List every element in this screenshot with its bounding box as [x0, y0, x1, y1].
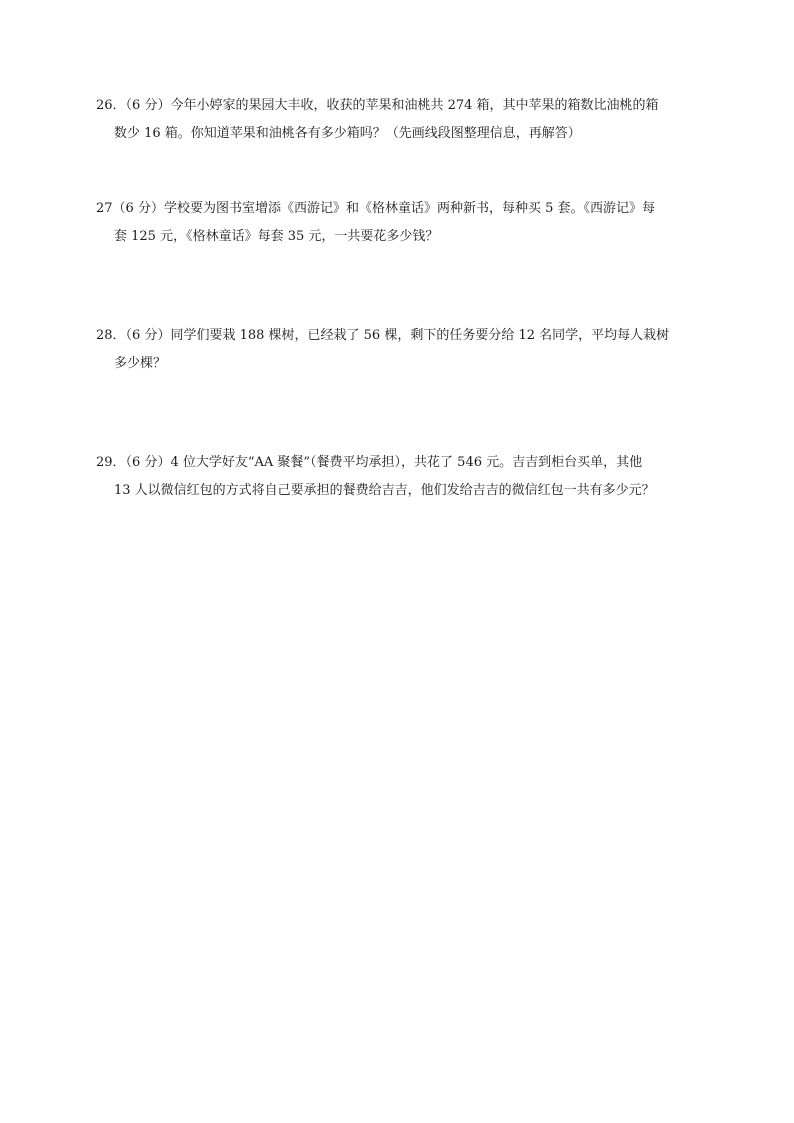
- question-26-line-2: 数少 16 箱。你知道苹果和油桃各有多少箱吗？（先画线段图整理信息，再解答）: [114, 126, 581, 141]
- question-29-line-1: 29．（6 分）4 位大学好友“AA 聚餐”（餐费平均承担），共花了 546 元。吉吉到柜台买单，其他: [96, 455, 643, 470]
- question-26-line-1: 26．（6 分）今年小婷家的果园大丰收，收获的苹果和油桃共 274 箱，其中苹果的箱数比油桃的箱: [96, 98, 659, 113]
- question-29-line-2: 13 人以微信红包的方式将自己要承担的餐费给吉吉，他们发给吉吉的微信红包一共有多少元？: [114, 483, 655, 498]
- question-28-line-1: 28．（6 分）同学们要栽 188 棵树，已经栽了 56 棵，剩下的任务要分给 12 名同学，平均每人栽树: [96, 328, 670, 343]
- question-27: [96, 195, 700, 251]
- question-27-line-1: 27（6 分）学校要为图书室增添《西游记》和《格林童话》两种新书，每种买 5 套。《西游记》每: [96, 201, 655, 216]
- question-28: [96, 322, 700, 378]
- question-28-line-2: 多少棵？: [114, 356, 167, 371]
- question-27-line-2: 套 125 元，《格林童话》每套 35 元，一共要花多少钱？: [114, 229, 439, 244]
- question-26: [96, 92, 700, 148]
- question-29: [96, 449, 700, 505]
